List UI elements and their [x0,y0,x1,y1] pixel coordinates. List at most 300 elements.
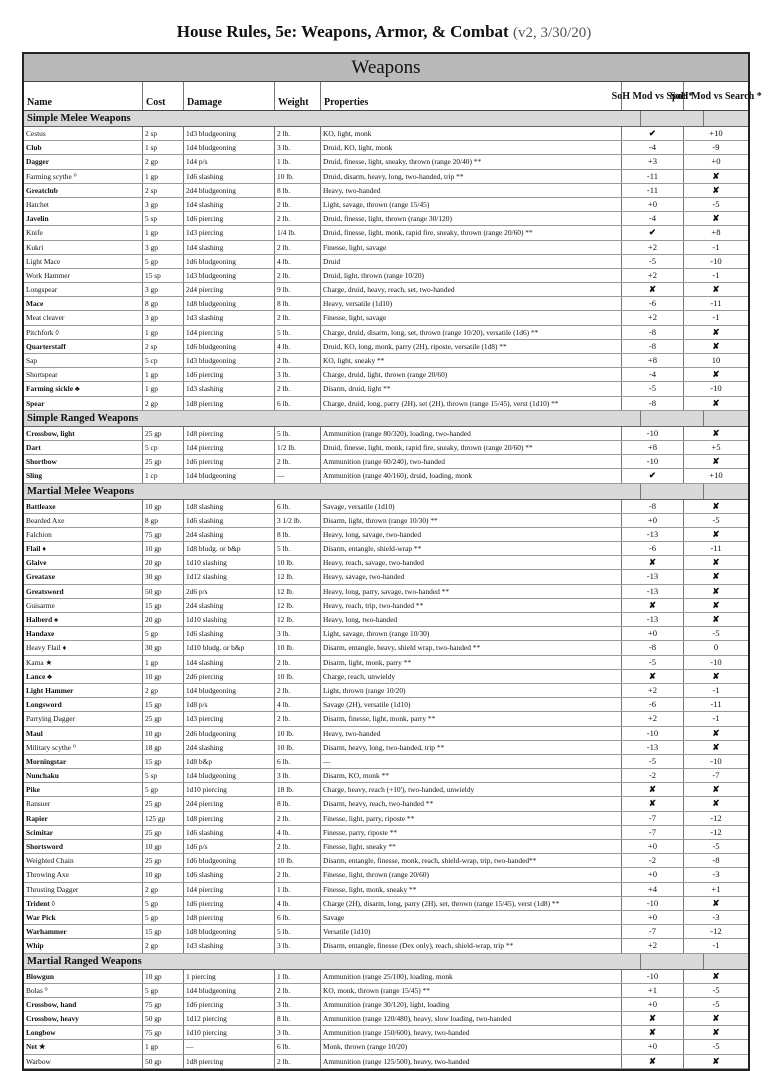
search-modifier: ✘ [683,170,748,183]
weapon-weight: 2 lb. [274,712,320,725]
spot-modifier: -11 [621,184,683,197]
weapon-name: Morningstar [26,756,67,766]
table-row [24,382,748,396]
weapon-damage: 2d6 piercing [183,670,274,683]
weapon-name: Kukri [26,242,44,252]
weapon-damage: 1d6 bludgeoning [183,854,274,867]
weapon-name: Farming scythe ⁰ [26,171,77,181]
table-row [24,998,748,1012]
weapon-name: Nunchaku [26,771,59,781]
weapon-properties: Ammunition (range 80/320), loading, two-handed [320,427,621,440]
spot-modifier: +0 [621,911,683,924]
weapon-weight: 10 lb. [274,741,320,754]
table-row [24,840,748,854]
spot-modifier: -6 [621,297,683,310]
table-row [24,354,748,368]
weapon-name: Longsword [26,700,62,710]
spot-modifier: +8 [621,441,683,454]
search-modifier: -5 [683,984,748,997]
search-modifier: -9 [683,141,748,154]
weapon-damage: 2d4 slashing [183,528,274,541]
weapon-damage: 1d10 slashing [183,613,274,626]
weapon-cost: 125 gp [142,812,183,825]
search-modifier: -8 [683,854,748,867]
weapon-weight: 6 lb. [274,755,320,768]
weapon-damage: 1d3 piercing [183,712,274,725]
weapon-name: Shortbow [26,457,57,467]
weapon-damage: 1d3 slashing [183,311,274,324]
search-modifier: +8 [683,226,748,239]
weapon-weight: 1/2 lb. [274,441,320,454]
spot-modifier: -2 [621,854,683,867]
weapon-damage: 2d6 bludgeoning [183,727,274,740]
weapon-weight: 2 lb. [274,269,320,282]
weapon-name: Farming sickle ♣ [26,384,80,394]
weapon-cost: 10 gp [142,500,183,513]
weapon-cost: 2 gp [142,155,183,168]
weapon-weight: — [274,469,320,482]
weapon-weight: 1 lb. [274,970,320,983]
section-spacer [641,954,704,969]
weapon-cost: 30 gp [142,641,183,654]
weapon-damage: 1d4 bludgeoning [183,684,274,697]
weapon-weight: 2 lb. [274,656,320,669]
weapon-damage: 1d6 piercing [183,897,274,910]
weapon-weight: 18 lb. [274,783,320,796]
table-row [24,241,748,255]
weapon-damage: 1d4 slashing [183,198,274,211]
weapon-weight: 5 lb. [274,326,320,339]
weapon-damage: 1d8 piercing [183,427,274,440]
search-modifier: -5 [683,198,748,211]
weapon-weight: 4 lb. [274,826,320,839]
weapon-properties: Charge, druid, long, parry (2H), set (2H), thrown (range 15/45), verst (1d10) ** [320,397,621,410]
weapon-weight: 2 lb. [274,1055,320,1068]
weapon-cost: 5 cp [142,354,183,367]
weapon-weight: 9 lb. [274,283,320,296]
weapon-name: Bolas ⁰ [26,985,48,995]
weapon-properties: Finesse, light, savage [320,241,621,254]
weapon-cost: 75 gp [142,998,183,1011]
weapon-cost: 2 gp [142,939,183,952]
weapon-properties: Light, thrown (range 10/20) [320,684,621,697]
search-modifier: -3 [683,911,748,924]
weapon-damage: 1d8 bludg. or b&p [183,542,274,555]
weapon-cost: 1 cp [142,469,183,482]
weapon-damage: 1d8 piercing [183,1055,274,1068]
weapon-damage: 1d10 piercing [183,783,274,796]
search-modifier: +10 [683,469,748,482]
weapon-properties: Finesse, light, sneaky ** [320,840,621,853]
spot-modifier: +2 [621,684,683,697]
weapon-cost: 10 gp [142,670,183,683]
weapon-cost: 3 gp [142,198,183,211]
table-row [24,883,748,897]
spot-modifier: -8 [621,397,683,410]
weapon-weight: 8 lb. [274,184,320,197]
weapon-damage: 1d8 p/s [183,698,274,711]
col-header-weight: Weight [274,82,320,110]
weapon-weight: 10 lb. [274,641,320,654]
table-row [24,311,748,325]
weapon-properties: Disarm, entangle, shield-wrap ** [320,542,621,555]
search-modifier: -11 [683,297,748,310]
weapon-name: Club [26,143,42,153]
spot-modifier: +2 [621,712,683,725]
search-modifier: -12 [683,925,748,938]
weapon-properties: Heavy, reach, savage, two-handed [320,556,621,569]
weapon-name: Greatclub [26,185,58,195]
weapon-weight: 3 lb. [274,368,320,381]
weapon-properties: Ammunition (range 125/500), heavy, two-handed [320,1055,621,1068]
weapon-damage: 1d3 bludgeoning [183,127,274,140]
weapon-weight: 2 lb. [274,354,320,367]
weapon-damage: 1d3 slashing [183,382,274,395]
weapon-name: Blowgun [26,971,54,981]
spot-modifier: ✘ [621,1026,683,1039]
weapon-properties: Versatile (1d10) [320,925,621,938]
spot-modifier: +8 [621,354,683,367]
search-modifier: -7 [683,769,748,782]
search-modifier: ✘ [683,1055,748,1068]
weapon-cost: 2 sp [142,340,183,353]
weapon-damage: 1d4 p/s [183,155,274,168]
weapon-weight: 3 lb. [274,939,320,952]
weapon-name: Glaive [26,558,47,568]
weapon-name: Kama ★ [26,657,53,667]
weapon-cost: 30 gp [142,570,183,583]
table-header [24,82,762,111]
spot-modifier: ✘ [621,783,683,796]
weapon-cost: 1 gp [142,1040,183,1053]
weapon-properties: Savage, versatile (1d10) [320,500,621,513]
search-modifier: -1 [683,269,748,282]
table-row [24,514,748,528]
spot-modifier: -8 [621,500,683,513]
weapon-damage: 1d6 piercing [183,212,274,225]
table-row [24,226,748,240]
search-modifier: ✘ [683,797,748,810]
spot-modifier: -10 [621,427,683,440]
weapon-cost: 15 gp [142,698,183,711]
weapon-cost: 25 gp [142,712,183,725]
spot-modifier: ✘ [621,1055,683,1068]
spot-modifier: ✘ [621,556,683,569]
section-header [24,111,748,127]
spot-modifier: -4 [621,368,683,381]
weapon-name: Pike [26,785,40,795]
weapon-cost: 5 gp [142,911,183,924]
table-row [24,184,748,198]
search-modifier: ✘ [683,970,748,983]
weapon-damage: 1d6 piercing [183,368,274,381]
weapon-properties: Druid, finesse, light, monk, rapid fire, sneaky, thrown (range 20/60) ** [320,441,621,454]
weapon-weight: 4 lb. [274,255,320,268]
table-row [24,656,748,670]
spot-modifier: -13 [621,741,683,754]
weapon-damage: 1d6 piercing [183,998,274,1011]
search-modifier: 10 [683,354,748,367]
weapon-properties: Disarm, light, monk, parry ** [320,656,621,669]
spot-modifier: +0 [621,198,683,211]
weapon-damage: 1d12 slashing [183,570,274,583]
spot-modifier: -5 [621,755,683,768]
table-row [24,1055,748,1069]
weapon-damage: 2d4 piercing [183,797,274,810]
weapon-properties: Heavy, two-handed [320,184,621,197]
weapon-name: Handaxe [26,629,55,639]
table-row [24,797,748,811]
search-modifier: ✘ [683,741,748,754]
weapon-damage: 1d8 slashing [183,500,274,513]
table-row [24,127,748,141]
table-row [24,585,748,599]
spot-modifier: +0 [621,840,683,853]
spot-modifier: -13 [621,570,683,583]
document-title [0,22,768,42]
table-row [24,255,748,269]
weapon-properties: Finesse, light, parry, riposte ** [320,812,621,825]
col-header-spot: SoH Mod vs Spot * [621,82,683,110]
weapon-properties: KO, monk, thrown (range 15/45) ** [320,984,621,997]
weapon-properties: Finesse, light, monk, sneaky ** [320,883,621,896]
spot-modifier: -4 [621,212,683,225]
search-modifier: ✘ [683,397,748,410]
weapon-cost: 20 gp [142,613,183,626]
weapon-damage: 1d8 bludgeoning [183,925,274,938]
weapon-damage: 1d6 slashing [183,514,274,527]
spot-modifier: +2 [621,241,683,254]
weapon-cost: 15 gp [142,925,183,938]
search-modifier: ✘ [683,455,748,468]
table-row [24,441,748,455]
weapon-damage: 1d3 piercing [183,226,274,239]
search-modifier: -11 [683,542,748,555]
weapon-name: Flail ♦ [26,544,46,554]
weapon-weight: 6 lb. [274,500,320,513]
weapon-properties: Disarm, finesse, light, monk, parry ** [320,712,621,725]
spot-modifier: -10 [621,970,683,983]
weapon-weight: 10 lb. [274,556,320,569]
weapon-properties: Light, savage, thrown (range 15/45) [320,198,621,211]
weapon-name: Warbow [26,1056,51,1066]
spot-modifier: -7 [621,812,683,825]
weapon-name: Rapier [26,813,48,823]
weapon-weight: 2 lb. [274,382,320,395]
spot-modifier: -13 [621,585,683,598]
weapon-name: Maul [26,728,43,738]
weapon-damage: 1d6 bludgeoning [183,255,274,268]
weapon-cost: 25 gp [142,797,183,810]
table-row [24,1040,748,1054]
weapon-properties: Disarm, heavy, long, two-handed, trip ** [320,741,621,754]
table-row [24,727,748,741]
weapon-weight: 3 lb. [274,998,320,1011]
spot-modifier: -8 [621,326,683,339]
weapon-cost: 5 cp [142,441,183,454]
table-body [24,111,748,1069]
weapon-properties: Druid [320,255,621,268]
weapon-properties: Charge (2H), disarm, long, parry (2H), set, thrown (range 15/45), verst (1d8) ** [320,897,621,910]
section-header [24,954,748,970]
weapon-damage: 1d4 bludgeoning [183,769,274,782]
weapon-weight: 2 lb. [274,455,320,468]
weapon-name: Shortspear [26,370,58,380]
weapon-cost: 1 gp [142,656,183,669]
weapon-properties: Disarm, entangle, finesse, monk, reach, shield-wrap, trip, two-handed** [320,854,621,867]
weapon-name: Bearded Axe [26,515,65,525]
weapon-cost: 25 gp [142,455,183,468]
section-title: Simple Ranged Weapons [27,411,641,426]
search-modifier: -5 [683,514,748,527]
weapon-properties: Charge, druid, heavy, reach, set, two-handed [320,283,621,296]
spot-modifier: ✔ [621,127,683,140]
weapon-weight: 2 lb. [274,198,320,211]
weapon-damage: 1d8 piercing [183,911,274,924]
table-row [24,528,748,542]
search-modifier: ✘ [683,184,748,197]
spot-modifier: ✔ [621,226,683,239]
search-modifier: ✘ [683,783,748,796]
weapon-name: Ransuer [26,799,51,809]
weapon-properties: Charge, reach, unwieldy [320,670,621,683]
search-modifier: -10 [683,656,748,669]
spot-modifier: +0 [621,868,683,881]
weapon-cost: 5 gp [142,627,183,640]
table-row [24,212,748,226]
weapon-cost: 15 sp [142,269,183,282]
weapon-name: Javelin [26,214,49,224]
weapon-cost: 2 sp [142,184,183,197]
weapon-cost: 75 gp [142,1026,183,1039]
weapon-weight: 1/4 lb. [274,226,320,239]
search-modifier: ✘ [683,427,748,440]
weapon-cost: 50 gp [142,1012,183,1025]
weapon-damage: 1d4 slashing [183,656,274,669]
weapon-name: Net ★ [26,1042,46,1052]
search-modifier: -5 [683,840,748,853]
section-spacer [641,111,704,126]
weapon-cost: 1 sp [142,141,183,154]
table-row [24,198,748,212]
search-modifier: -12 [683,812,748,825]
spot-modifier: -10 [621,727,683,740]
weapon-properties: Monk, thrown (range 10/20) [320,1040,621,1053]
weapon-name: Scimitar [26,827,54,837]
weapon-properties: Druid, disarm, heavy, long, two-handed, trip ** [320,170,621,183]
spot-modifier: -13 [621,613,683,626]
weapon-cost: 1 gp [142,368,183,381]
table-row [24,141,748,155]
spot-modifier: ✘ [621,670,683,683]
search-modifier: ✘ [683,613,748,626]
weapon-weight: 8 lb. [274,797,320,810]
spot-modifier: +4 [621,883,683,896]
weapon-weight: 3 lb. [274,627,320,640]
table-row [24,613,748,627]
section-header [24,484,748,500]
weapon-cost: 1 gp [142,170,183,183]
weapon-cost: 2 gp [142,883,183,896]
spot-modifier: -4 [621,141,683,154]
weapon-name: Military scythe ⁰ [26,742,76,752]
weapon-name: Warhammer [26,927,67,937]
search-modifier: ✘ [683,1012,748,1025]
spot-modifier: ✘ [621,797,683,810]
weapon-cost: 3 gp [142,241,183,254]
weapon-cost: 10 gp [142,868,183,881]
weapon-weight: 12 lb. [274,585,320,598]
weapon-name: Shortsword [26,842,63,851]
table-row [24,340,748,354]
weapon-properties: Ammunition (range 150/600), heavy, two-handed [320,1026,621,1039]
search-modifier: -3 [683,868,748,881]
search-modifier: -11 [683,698,748,711]
table-row [24,556,748,570]
weapon-properties: Disarm, druid, light ** [320,382,621,395]
weapon-cost: 50 gp [142,1055,183,1068]
weapon-cost: 8 gp [142,514,183,527]
search-modifier: ✘ [683,599,748,612]
weapon-weight: 3 1/2 lb. [274,514,320,527]
spot-modifier: -8 [621,340,683,353]
spot-modifier: -5 [621,382,683,395]
table-row [24,854,748,868]
weapon-name: Meat cleaver [26,313,65,323]
search-modifier: -10 [683,255,748,268]
table-row [24,670,748,684]
spot-modifier: ✘ [621,1012,683,1025]
weapon-name: Dagger [26,157,49,167]
weapon-weight: 2 lb. [274,984,320,997]
weapon-cost: 10 gp [142,727,183,740]
table-row [24,769,748,783]
table-row [24,1026,748,1040]
table-row [24,755,748,769]
weapon-properties: Heavy, long, parry, savage, two-handed ** [320,585,621,598]
table-row [24,599,748,613]
weapon-properties: KO, light, monk [320,127,621,140]
table-row [24,984,748,998]
table-row [24,455,748,469]
section-title: Martial Ranged Weapons [27,954,641,969]
search-modifier: -10 [683,382,748,395]
weapon-name: Mace [26,299,44,309]
weapon-name: Sling [26,471,43,481]
weapon-properties: Ammunition (range 120/480), heavy, slow loading, two-handed [320,1012,621,1025]
spot-modifier: +3 [621,155,683,168]
weapon-damage: 1d6 slashing [183,868,274,881]
weapon-properties: Disarm, entangle, finesse (Dex only), reach, shield-wrap, trip ** [320,939,621,952]
table-row [24,826,748,840]
weapon-cost: 10 gp [142,970,183,983]
weapon-damage: 1 piercing [183,970,274,983]
weapon-damage: 1d4 piercing [183,441,274,454]
table-row [24,269,748,283]
table-row [24,684,748,698]
weapon-damage: 1d4 bludgeoning [183,984,274,997]
weapon-name: Sap [26,356,38,365]
weapon-weight: 2 lb. [274,311,320,324]
weapon-cost: 5 sp [142,212,183,225]
search-modifier: -1 [683,241,748,254]
col-header-search: SoH Mod vs Search * [683,82,748,110]
weapon-name: Light Mace [26,256,61,266]
weapon-damage: 1d12 piercing [183,1012,274,1025]
weapon-name: Knife [26,228,43,238]
search-modifier: -10 [683,755,748,768]
spot-modifier: +0 [621,627,683,640]
